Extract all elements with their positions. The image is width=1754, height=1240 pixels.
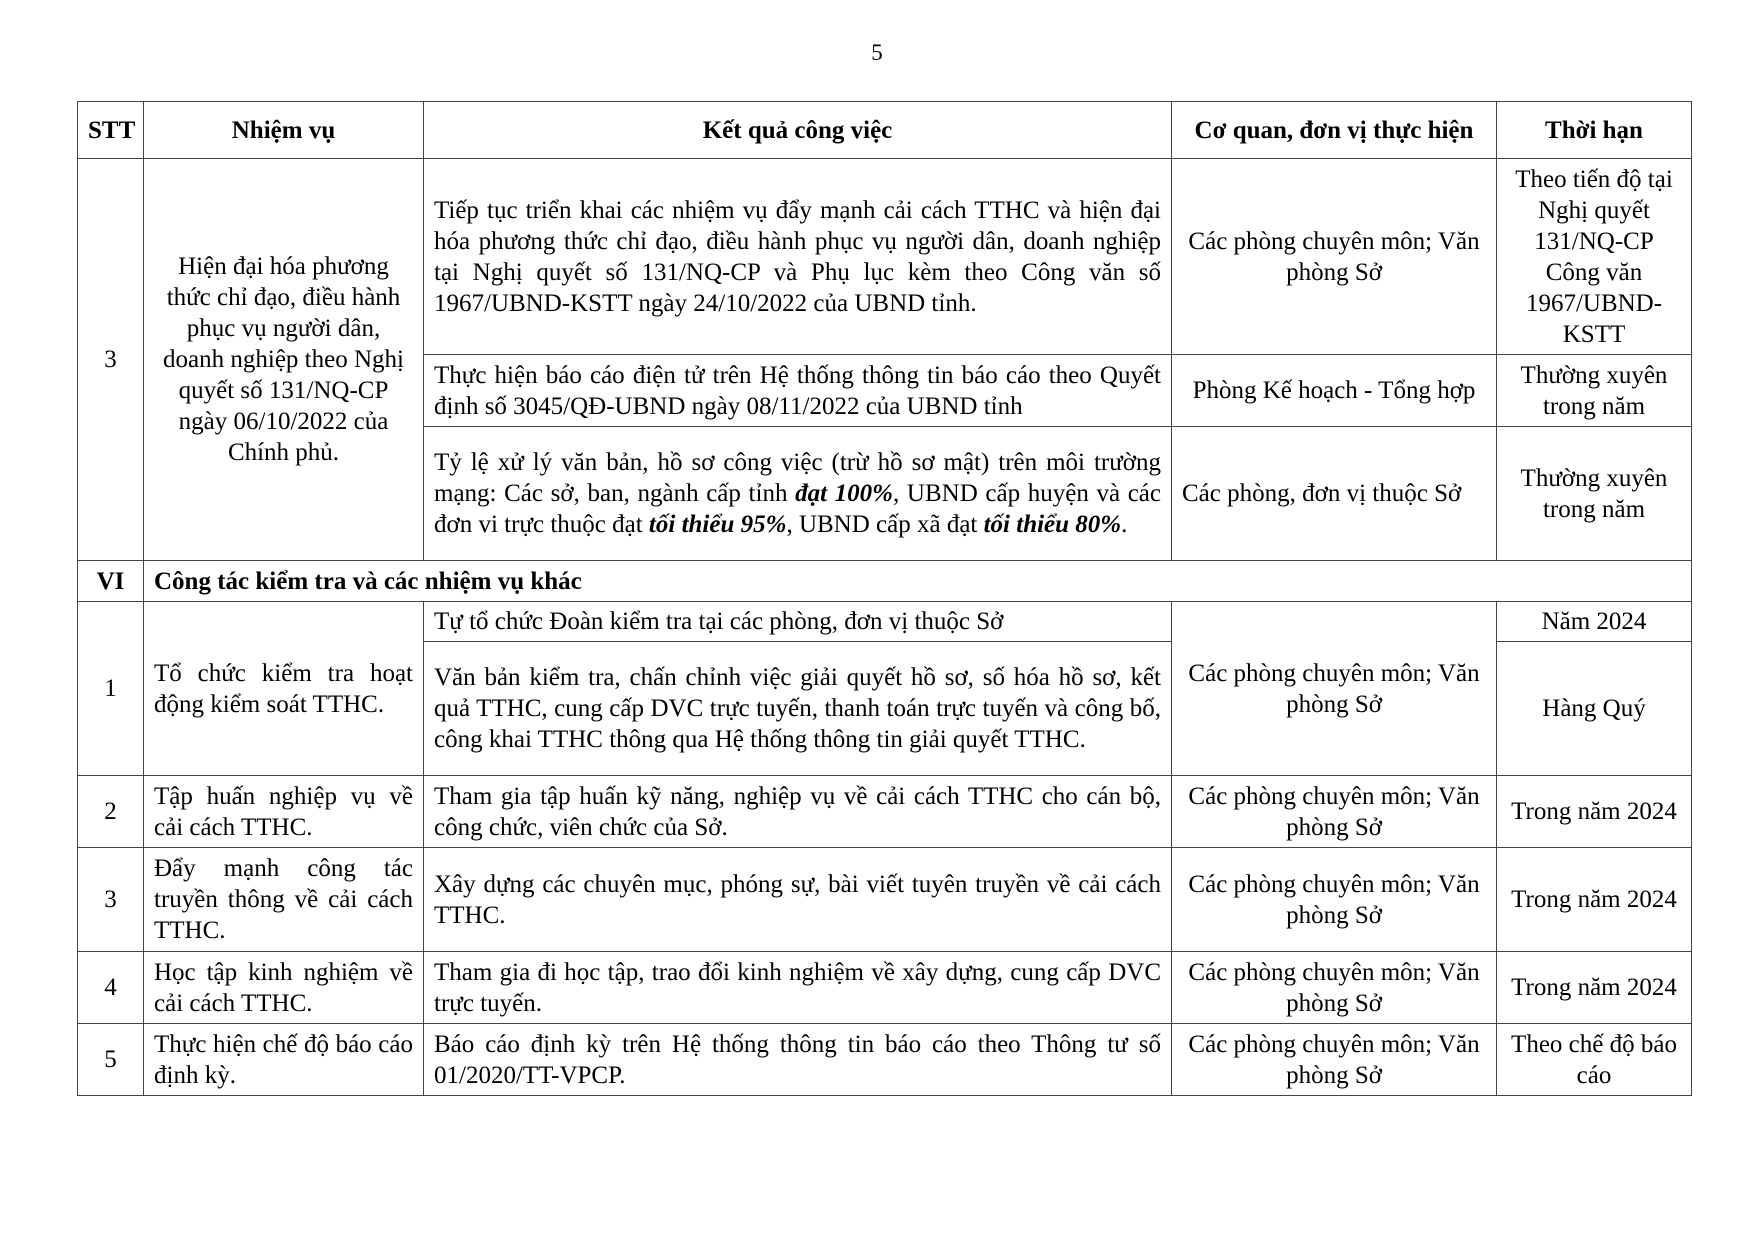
row-task: Tổ chức kiểm tra hoạt động kiểm soát TTHC. (144, 602, 424, 776)
row-deadline: Hàng Quý (1497, 642, 1692, 776)
row-deadline: Trong năm 2024 (1497, 952, 1692, 1024)
row-deadline: Trong năm 2024 (1497, 776, 1692, 848)
header-stt: STT (78, 102, 144, 159)
row-agency: Các phòng chuyên môn; Văn phòng Sở (1172, 159, 1497, 355)
row-stt: 3 (78, 848, 144, 952)
row-agency: Các phòng chuyên môn; Văn phòng Sở (1172, 848, 1497, 952)
row-task: Học tập kinh nghiệm về cải cách TTHC. (144, 952, 424, 1024)
row-stt: 4 (78, 952, 144, 1024)
page-number: 5 (871, 40, 883, 65)
table-row (78, 952, 1692, 1024)
row-result: Văn bản kiểm tra, chấn chỉnh việc giải quyết hồ sơ, số hóa hồ sơ, kết quả TTHC, cung cấp DVC trực tuyến, thanh toán trực tuyến và công bố, công khai TTHC thông qua Hệ thống thông tin giải quyết TTHC. (424, 642, 1172, 776)
row-task: Thực hiện chế độ báo cáo định kỳ. (144, 1024, 424, 1096)
row-result: Tham gia tập huấn kỹ năng, nghiệp vụ về cải cách TTHC cho cán bộ, công chức, viên chức của Sở. (424, 776, 1172, 848)
row-result: Xây dựng các chuyên mục, phóng sự, bài viết tuyên truyền về cải cách TTHC. (424, 848, 1172, 952)
row-result: Tiếp tục triển khai các nhiệm vụ đẩy mạnh cải cách TTHC và hiện đại hóa phương thức chỉ đạo, điều hành phục vụ người dân, doanh nghiệp tại Nghị quyết số 131/NQ-CP và Phụ lục kèm theo Công văn số 1967/UBND-KSTT ngày 24/10/2022 của UBND tỉnh. (424, 159, 1172, 355)
row-deadline: Thường xuyên trong năm (1497, 355, 1692, 427)
row-result: Tỷ lệ xử lý văn bản, hồ sơ công việc (trừ hồ sơ mật) trên môi trường mạng: Các sở, ban, ngành cấp tỉnh đạt 100%, UBND cấp huyện và các đơn vi trực thuộc đạt tối thiểu 95%, UBND cấp xã đạt tối thiểu 80%. (424, 427, 1172, 561)
row-agency: Các phòng chuyên môn; Văn phòng Sở (1172, 952, 1497, 1024)
table-header-row (78, 102, 1692, 159)
row-deadline: Thường xuyên trong năm (1497, 427, 1692, 561)
header-agency: Cơ quan, đơn vị thực hiện (1172, 102, 1497, 159)
row-agency: Các phòng chuyên môn; Văn phòng Sở (1172, 776, 1497, 848)
section-roman: VI (78, 561, 144, 602)
highlight-95: tối thiểu 95% (648, 511, 787, 538)
table-row (78, 602, 1692, 642)
task-table (77, 101, 1692, 1096)
row-deadline: Năm 2024 (1497, 602, 1692, 642)
row-deadline: Theo tiến độ tại Nghị quyết 131/NQ-CP Công văn 1967/UBND-KSTT (1497, 159, 1692, 355)
row-result: Tự tổ chức Đoàn kiểm tra tại các phòng, đơn vị thuộc Sở (424, 602, 1172, 642)
row-task: Đẩy mạnh công tác truyền thông về cải cách TTHC. (144, 848, 424, 952)
row-deadline: Theo chế độ báo cáo (1497, 1024, 1692, 1096)
table-row (78, 159, 1692, 355)
row-agency: Các phòng chuyên môn; Văn phòng Sở (1172, 1024, 1497, 1096)
section-title: Công tác kiểm tra và các nhiệm vụ khác (144, 561, 1692, 602)
row-stt: 3 (78, 159, 144, 561)
row-result: Báo cáo định kỳ trên Hệ thống thông tin báo cáo theo Thông tư số 01/2020/TT-VPCP. (424, 1024, 1172, 1096)
highlight-80: tối thiểu 80% (983, 511, 1122, 538)
row-stt: 2 (78, 776, 144, 848)
table-row (78, 848, 1692, 952)
row-task: Tập huấn nghiệp vụ về cải cách TTHC. (144, 776, 424, 848)
row-stt: 5 (78, 1024, 144, 1096)
row-agency: Các phòng chuyên môn; Văn phòng Sở (1172, 602, 1497, 776)
table-row (78, 776, 1692, 848)
header-task: Nhiệm vụ (144, 102, 424, 159)
row-result: Tham gia đi học tập, trao đổi kinh nghiệm về xây dựng, cung cấp DVC trực tuyến. (424, 952, 1172, 1024)
header-deadline: Thời hạn (1497, 102, 1692, 159)
row-task: Hiện đại hóa phương thức chỉ đạo, điều hành phục vụ người dân, doanh nghiệp theo Nghị quyết số 131/NQ-CP ngày 06/10/2022 của Chính phủ. (144, 159, 424, 561)
section-row (78, 561, 1692, 602)
row-agency: Các phòng, đơn vị thuộc Sở (1172, 427, 1497, 561)
row-deadline: Trong năm 2024 (1497, 848, 1692, 952)
header-result: Kết quả công việc (424, 102, 1172, 159)
row-result: Thực hiện báo cáo điện tử trên Hệ thống thông tin báo cáo theo Quyết định số 3045/QĐ-UBND ngày 08/11/2022 của UBND tỉnh (424, 355, 1172, 427)
table-row (78, 1024, 1692, 1096)
row-stt: 1 (78, 602, 144, 776)
row-agency: Phòng Kế hoạch - Tổng hợp (1172, 355, 1497, 427)
highlight-100: đạt 100% (795, 480, 894, 507)
